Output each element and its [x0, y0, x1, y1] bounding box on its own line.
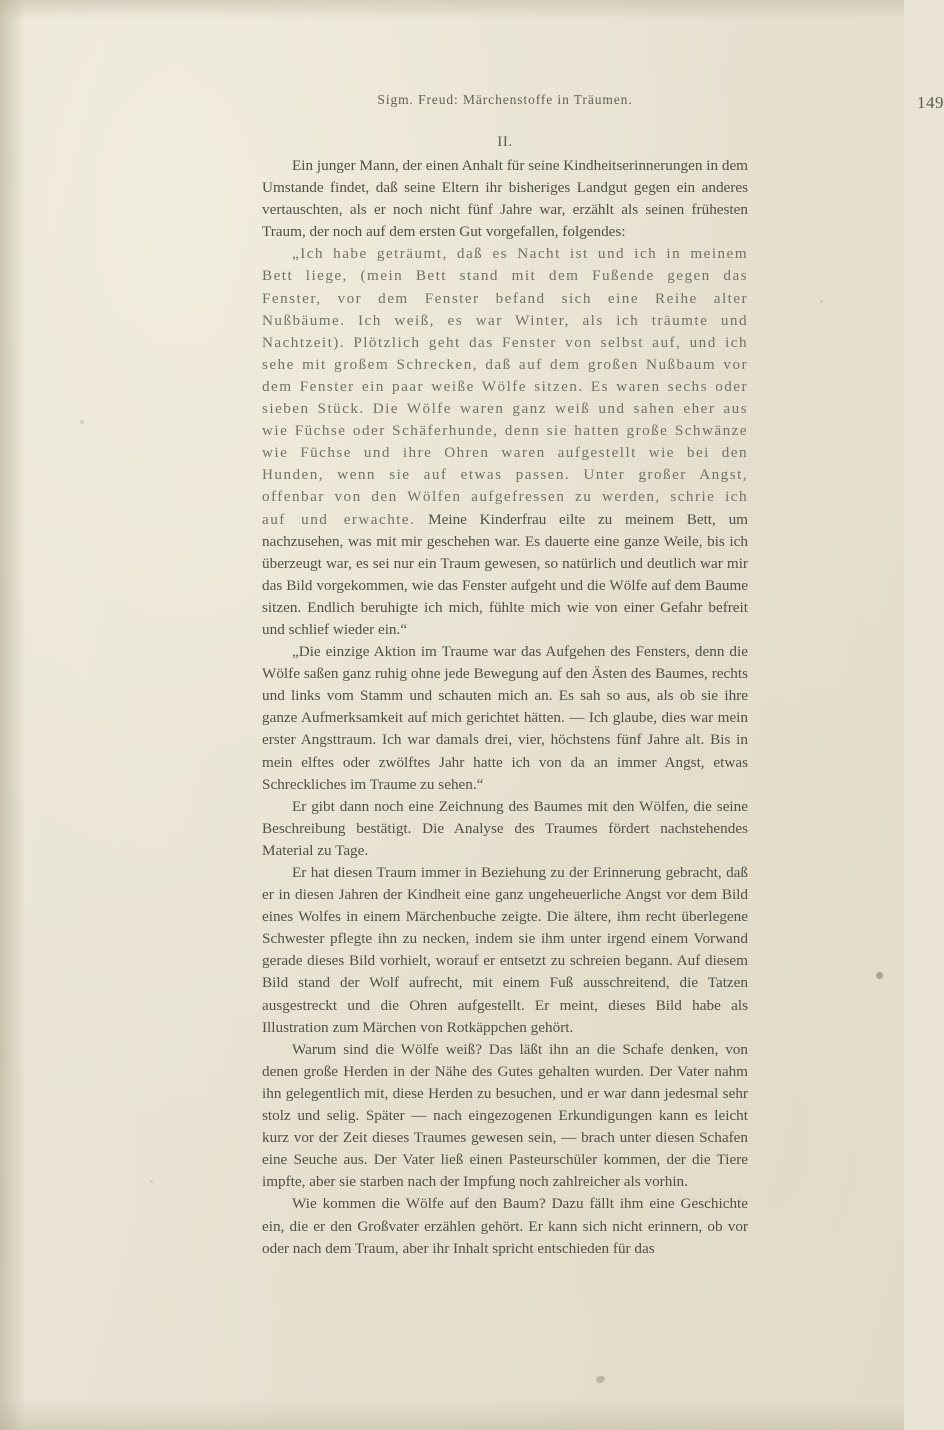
running-head	[262, 92, 944, 114]
section-number: II.	[497, 134, 513, 150]
ink-smudge-bottom	[595, 1375, 606, 1384]
page-edge-shadow-left	[0, 0, 26, 1430]
page-number: 149	[917, 93, 944, 112]
paper-speck	[150, 1180, 153, 1183]
dream-quote-normal-tail: Meine Kinderfrau eilte zu meinem Bett, um nachzusehen, was mit mir geschehen war. Es dauerte eine ganze Weile, bis ich überzeugt war, es sei nur ein Traum gewesen, so natürlich und deutlich war mir das Bild vorgekommen, wie das Fenster aufgeht und die Wölfe auf dem Baume sitzen. Endlich beruhigte ich mich, fühlte mich wie von einer Gefahr befreit und schlief wieder ein.“	[262, 510, 748, 638]
paragraph-7: Wie kommen die Wölfe auf den Baum? Dazu fällt ihm eine Geschichte ein, die er den Großvater erzählen gehört. Er kann sich nicht erinnern, ob vor oder nach dem Traum, aber ihr Inhalt spricht entschieden für das	[262, 1195, 748, 1257]
paragraph-2-dream-quote	[262, 243, 748, 641]
dream-quote-spaced-text: „Ich habe geträumt, daß es Nacht ist und ich in meinem Bett liege, (mein Bett stand mit dem Fußende gegen das Fenster, vor dem Fenster befand sich eine Reihe alter Nußbäume. Ich weiß, es war Winter, als ich träumte und Nachtzeit). Plötzlich geht das Fenster von selbst auf, und ich sehe mit großem Schrecken, daß auf dem großen Nußbaum vor dem Fenster ein paar weiße Wölfe sitzen. Es waren sechs oder sieben Stück. Die Wölfe waren ganz weiß und sahen eher aus wie Füchse oder Schäferhunde, denn sie hatten große Schwänze wie Füchse und ihre Ohren waren aufgestellt wie bei den Hunden, wenn sie auf etwas passen. Unter großer Angst, offenbar von den Wölfen aufgefressen zu werden, schrie ich auf und erwachte.	[262, 245, 748, 528]
ink-dot-margin	[876, 972, 883, 979]
paragraph-6: Warum sind die Wölfe weiß? Das läßt ihn an die Schafe denken, von denen große Herden in der Nähe des Gutes gehalten wurden. Der Vater nahm ihn gelegentlich mit, diese Herden zu besuchen, und er war dann jedesmal sehr stolz und selig. Später — nach eingezogenen Erkundigungen kann es leicht kurz vor der Zeit dieses Traumes gewesen sein, — brach unter diesen Schafen eine Seuche aus. Der Vater ließ einen Pasteurschüler kommen, der die Tiere impfte, aber sie starben nach der Impfung noch zahlreicher als vorhin.	[262, 1040, 748, 1191]
running-head-title: Sigm. Freud: Märchenstoffe in Träumen.	[377, 92, 633, 107]
paragraph-5: Er hat diesen Traum immer in Beziehung zu der Erinnerung gebracht, daß er in diesen Jahren der Kindheit eine ganz ungeheuerliche Angst vor dem Bild eines Wolfes in einem Märchenbuche zeigte. Die ältere, ihm recht überlegene Schwester pflegte ihn zu necken, indem sie ihm unter irgend einem Vorwand gerade dieses Bild vorhielt, worauf er entsetzt zu schreien begann. Auf diesem Bild stand der Wolf aufrecht, mit einem Fuß ausschreitend, die Tatzen ausgestreckt und die Ohren aufgestellt. Er meint, dieses Bild habe als Illustration zum Märchen von Rotkäppchen gehört.	[262, 864, 748, 1036]
paper-speck	[80, 420, 84, 424]
paragraph-3: „Die einzige Aktion im Traume war das Aufgehen des Fensters, denn die Wölfe saßen ganz ruhig ohne jede Bewegung auf den Ästen des Baumes, rechts und links vom Stamm und schauten mich an. Es sah so aus, als ob sie ihre ganze Aufmerksamkeit auf mich gerichtet hätten. — Ich glaube, dies war mein erster Angsttraum. Ich war damals drei, vier, höchstens fünf Jahre alt. Bis in mein elftes oder zwölftes Jahr hatte ich von da an immer Angst, etwas Schreckliches im Traume zu sehen.“	[262, 643, 748, 793]
page-edge-shadow-bottom	[0, 1400, 904, 1430]
paragraph-1: Ein junger Mann, der einen Anhalt für seine Kindheitserinnerungen in dem Umstande findet, daß seine Eltern ihr bisheriges Landgut gegen ein anderes vertauschten, als er noch nicht fünf Jahre war, erzählt als seinen frühesten Traum, der noch auf dem ersten Gut vorgefallen, folgendes:	[262, 157, 748, 241]
paragraph-4: Er gibt dann noch eine Zeichnung des Baumes mit den Wölfen, die seine Beschreibung bestätigt. Die Analyse des Traumes fördert nachstehendes Material zu Tage.	[262, 797, 748, 859]
page-text-block	[262, 92, 944, 1260]
paper-speck	[820, 300, 823, 303]
page-edge-shadow-top	[0, 0, 904, 20]
